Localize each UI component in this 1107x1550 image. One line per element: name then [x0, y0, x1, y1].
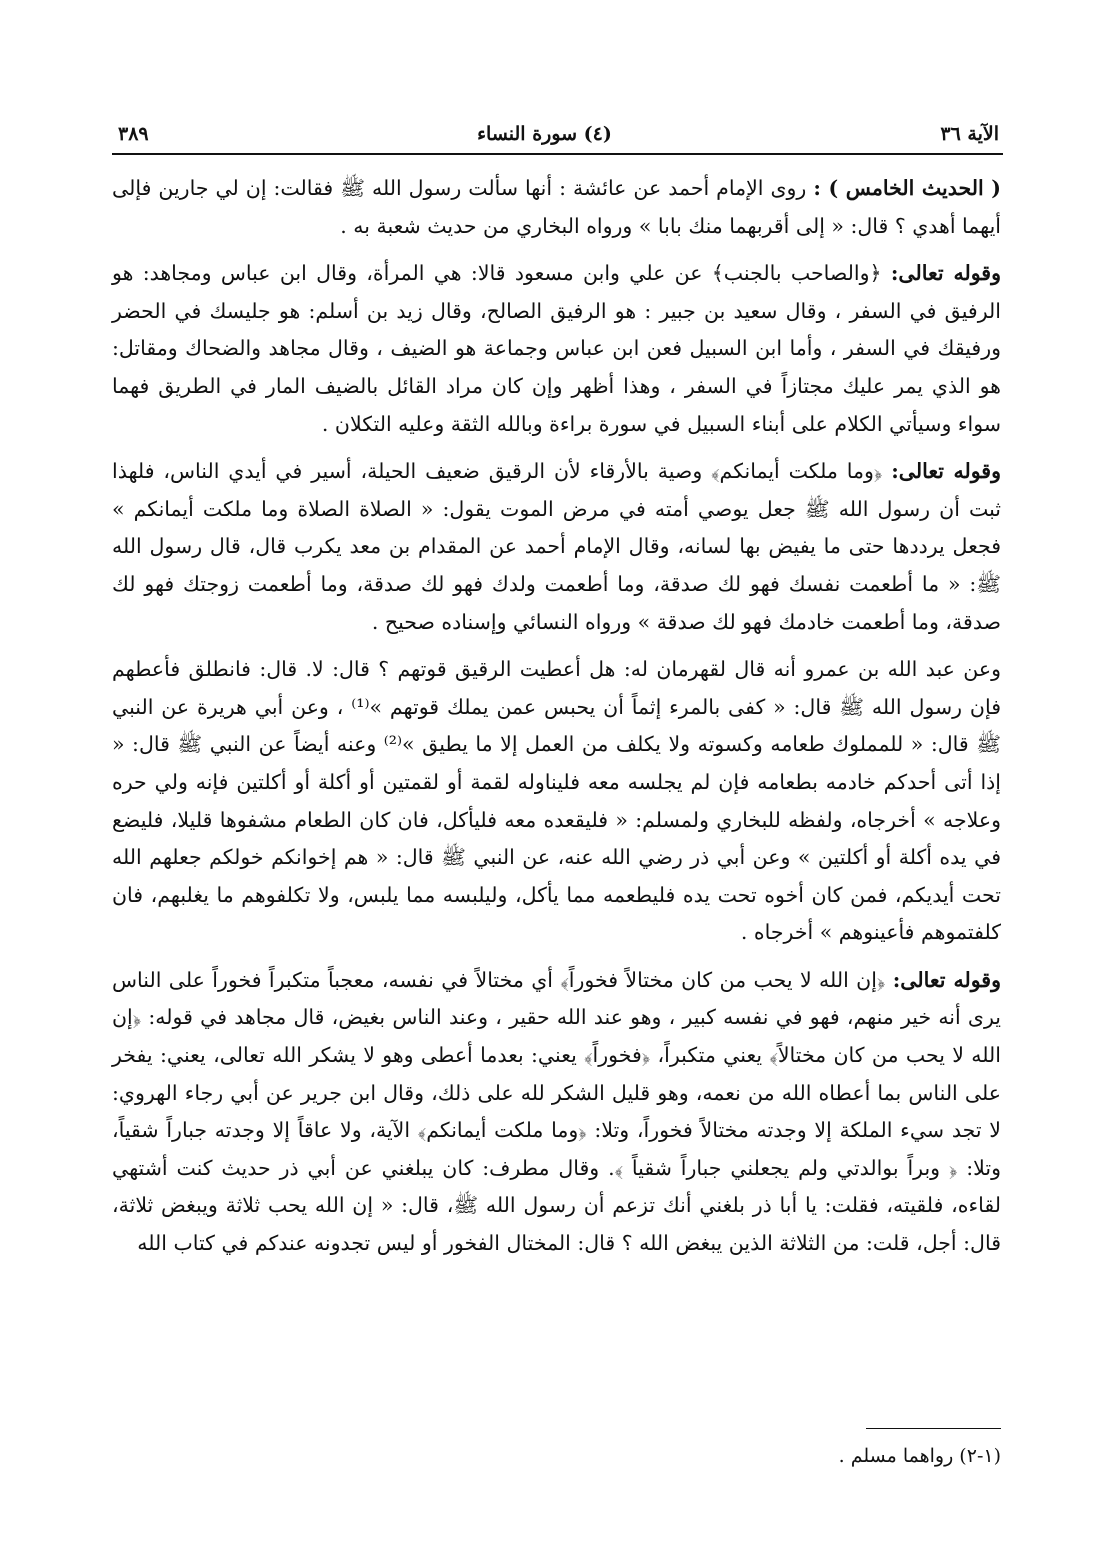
paragraph: [112, 255, 1001, 443]
paragraph-text: ﴿وما ملكت أيمانكم﴾ وصية بالأرقاء لأن الرقيق ضعيف الحيلة، أسير في أيدي الناس، فلهذا ثبت أن رسول الله ﷺ جعل يوصي أمته في مرض الموت يقول: « الصلاة الصلاة وما ملكت أيمانكم » فجعل يرددها حتى ما يفيض بها لسانه، وقال الإمام أحمد عن المقدام بن معد يكرب قال، قال رسول الله ﷺ: « ما أطعمت نفسك فهو لك صدقة، وما أطعمت ولدك فهو لك صدقة، وما أطعمت زوجتك فهو لك صدقة، وما أطعمت خادمك فهو لك صدقة » ورواه النسائي وإسناده صحيح .: [112, 459, 1001, 634]
paragraph: [112, 962, 1001, 1263]
page-header: [118, 118, 999, 150]
footnote-divider: [866, 1428, 1001, 1429]
footnote: (١-٢) رواهما مسلم .: [838, 1445, 1001, 1467]
page-body: [112, 170, 1001, 1273]
paragraph: [112, 453, 1001, 641]
header-surah-title: (٤) سورة النساء: [477, 123, 612, 145]
paragraph-text: روى الإمام أحمد عن عائشة : أنها سألت رسول الله ﷺ فقالت: إن لي جارين فإلى أيهما أهدي ؟ قال: « إلى أقربهما منك بابا » ورواه البخاري من حديث شعبة به .: [112, 176, 1001, 238]
paragraph-lead: ( الحديث الخامس ) :: [813, 176, 1002, 200]
header-verse-number: الآية ٣٦: [940, 123, 999, 145]
paragraph-text: ﴿إن الله لا يحب من كان مختالاً فخوراً﴾ أي مختالاً في نفسه، معجباً متكبراً فخوراً على الناس يرى أنه خير منهم، فهو في نفسه كبير ، وهو عند الله حقير ، وعند الناس بغيض، قال مجاهد في قوله: ﴿إن الله لا يحب من كان مختالاً﴾ يعني متكبراً، ﴿فخوراً﴾ يعني: بعدما أعطى وهو لا يشكر الله تعالى، يعني: يفخر على الناس بما أعطاه الله من نعمه، وهو قليل الشكر لله على ذلك، وقال ابن جرير عن أبي رجاء الهروي: لا تجد سيء الملكة إلا وجدته مختالاً فخوراً، وتلا: ﴿وما ملكت أيمانكم﴾ الآية، ولا عاقاً إلا وجدته جباراً شقياً، وتلا: ﴿ وبراً بوالدتي ولم يجعلني جباراً شقياً ﴾. وقال مطرف: كان يبلغني عن أبي ذر حديث كنت أشتهي لقاءه، فلقيته، فقلت: يا أبا ذر بلغني أنك تزعم أن رسول الله ﷺ، قال: « إن الله يحب ثلاثة ويبغض ثلاثة، قال: أجل، قلت: من الثلاثة الذين يبغض الله ؟ قال: المختال الفخور أو ليس تجدونه عندكم في كتاب الله: [112, 967, 1001, 1256]
paragraph-lead: وقوله تعالى:: [892, 967, 1002, 992]
paragraph-lead: وقوله تعالى:: [890, 261, 1001, 286]
header-page-number: ٣٨٩: [118, 123, 149, 145]
header-divider: [112, 153, 1003, 155]
paragraph-text: ﴿والصاحب بالجنب﴾ عن علي وابن مسعود قالا: هي المرأة، وقال ابن عباس ومجاهد: هو الرفيق في السفر ، وقال سعيد بن جبير : هو الرفيق الصالح، وقال زيد بن أسلم: هو جليسك في الحضر ورفيقك في السفر ، وأما ابن السبيل فعن ابن عباس وجماعة هو الضيف ، وقال مجاهد والضحاك ومقاتل: هو الذي يمر عليك مجتازاً في السفر ، وهذا أظهر وإن كان مراد القائل بالضيف المار في الطريق فهما سواء وسيأتي الكلام على أبناء السبيل في سورة براءة وبالله الثقة وعليه التكلان .: [112, 261, 1001, 436]
paragraph-lead: وقوله تعالى:: [891, 459, 1001, 484]
paragraph-text: وعن عبد الله بن عمرو أنه قال لقهرمان له: هل أعطيت الرقيق قوتهم ؟ قال: لا. قال: فانطلق فأعطهم فإن رسول الله ﷺ قال: « كفى بالمرء إثماً أن يحبس عمن يملك قوتهم »⁽¹⁾ ، وعن أبي هريرة عن النبي ﷺ قال: « للمملوك طعامه وكسوته ولا يكلف من العمل إلا ما يطيق »⁽²⁾ وعنه أيضاً عن النبي ﷺ قال: « إذا أتى أحدكم خادمه بطعامه فإن لم يجلسه معه فليناوله لقمة أو لقمتين أو أكلة أو أكلتين فإنه ولي حره وعلاجه » أخرجاه، ولفظه للبخاري ولمسلم: « فليقعده معه فليأكل، فان كان الطعام مشفوها قليلا، فليضع في يده أكلة أو أكلتين » وعن أبي ذر رضي الله عنه، عن النبي ﷺ قال: « هم إخوانكم خولكم جعلهم الله تحت أيديكم، فمن كان أخوه تحت يده فليطعمه مما يأكل، وليلبسه مما يلبس، ولا تكلفوهم ما يغلبهم، فان كلفتموهم فأعينوهم » أخرجاه .: [112, 657, 1002, 945]
paragraph: [112, 651, 1001, 952]
paragraph: [112, 170, 1001, 245]
